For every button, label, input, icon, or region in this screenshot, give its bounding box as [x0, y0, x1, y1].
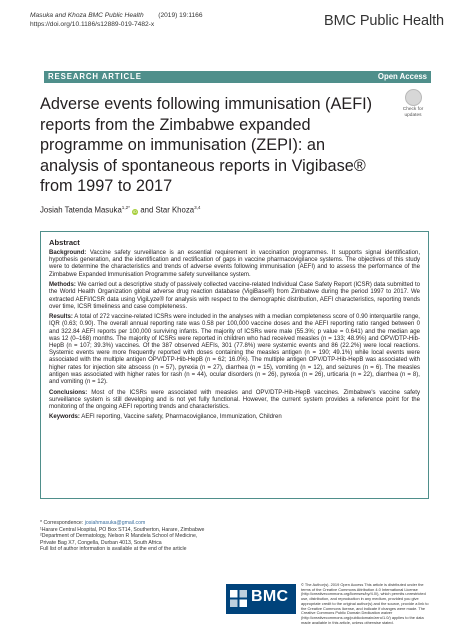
correspondence-email[interactable]: josiahmasuka@gmail.com: [84, 520, 146, 526]
citation-ref: (2019) 19:1166: [158, 12, 203, 19]
author-list: [40, 205, 200, 215]
running-header: [30, 12, 203, 29]
check-for-updates-badge[interactable]: [396, 89, 430, 119]
check-updates-icon: [405, 89, 422, 106]
bmc-logo-text: BMC: [251, 588, 289, 605]
open-access-label: Open Access: [377, 72, 427, 81]
author-name: Star Khoza: [155, 205, 195, 215]
affiliation-2: ²Department of Dermatology, Nelson R Mandela School of Medicine, Private Bag X7, Congella, Durban 4013, South Africa: [40, 533, 198, 546]
journal-name: BMC Public Health: [324, 13, 444, 29]
section-text: AEFI reporting, Vaccine safety, Pharmacovigilance, Immunization, Children: [81, 414, 282, 421]
bmc-logo: [226, 584, 296, 614]
badge-line-2: updates: [404, 112, 422, 118]
author-conjunction: and: [140, 205, 154, 215]
license-text: © The Author(s). 2019 Open Access This article is distributed under the terms of the Creative Commons Attribution 4.0 International License (http://creativecommons.org/licenses/by/4.0/), which permits unrestricted use, distribution, and reproduction in any medium, provided you give appropriate credit to the original author(s) and the source, provide a link to the Creative Commons license, and indicate if changes were made. The Creative Commons Public Domain Dedication waiver (http://creativecommons.org/publicdomain/zero/1.0/) applies to the data made available in this article, unless otherwise stated.: [301, 582, 429, 625]
section-text: We carried out a descriptive study of passively collected vaccine-related Individual Case Safety Report (ICSR) data submitted to the World Health Organization global adverse drug reaction database (VigiBase®) from Zimbabwe during the period 1997 to 2017. We extracted AEFI/ICSR data using VigiLyze® for analysis with respect to the demographic distribution, AEFI characteristics, reporting trends over time, ICSR timeliness and case completeness.: [49, 282, 420, 310]
article-type-banner: [44, 71, 431, 83]
section-text: Vaccine safety surveillance is an essential requirement in vaccination programmes. It supports signal identification, hypothesis generation, and the identification and rectification of gaps in vaccine pharmacovigilance systems. The objectives of this study were to determine the characteristics and trends of adverse events following immunisation (AEFI) and to assess the performance of the Zimbabwe Expanded Immunisation Programme safety surveillance system.: [49, 250, 420, 278]
author-affiliation-sup: 1,2*: [121, 205, 130, 210]
section-text: Most of the ICSRs were associated with measles and OPV/DTP-Hib-HepB vaccines. Zimbabwe's vaccine safety surveillance system is still developing and is not yet fully functional. However, the current system provides a reference point for the monitoring of the ongoing AEFI reporting trends and characteristics.: [49, 389, 420, 410]
abstract-background: [49, 250, 420, 279]
abstract-methods: [49, 282, 420, 311]
article-title: Adverse events following immunisation (AEFI) reports from the Zimbabwe expanded programme on immunisation (ZEPI): an analysis of spontaneous reports in Vigibase® from 1997 to 2017: [40, 95, 373, 195]
abstract-heading: Abstract: [49, 238, 80, 247]
abstract-body: [49, 250, 420, 425]
author-info-note: Full list of author information is available at the end of the article: [40, 546, 187, 552]
footnotes: [40, 520, 210, 553]
section-text: A total of 272 vaccine-related ICSRs were included in the analyses with a median completeness score of 0.90 interquartile range, IQR (0.63; 0.90). The overall annual reporting rate was 0.58 per 100,000 vaccine doses and the AEFI reporting ratio ranged between 0 and 322.84 AEFI reports per 100,000 surviving infants. The majority of ICSRs were male (55.3%; p value = 0.641) and the median age was 12 (0–168) months. The majority of ICSRs were reported in children who had received measles (n = 133; 48.9%) and OPV/DTP-Hib-HepB (n = 107; 39.3%) vaccines. Of the 387 observed AEFIs, 301 (77.8%) were systemic events and 86 (22.2%) were local reactions. Systemic events were more frequently reported with doses containing the measles antigen (n = 190; 49.1%) while local events were associated with the multiple antigen OPV/DTP-Hib-HepB (n = 62; 16.0%). The multiple antigen OPV/DTP-Hib-HepB was associated with higher rates for injection site abscess (n = 57), pyrexia (n = 27), diarrhea (n = 15), vomiting (n = 12), and seizures (n = 6). The measles antigen was associated with higher rates for rash (n = 44), ocular disorders (n = 26), pyrexia (n = 26), urticaria (n = 22), diarrhea (n = 8), and vomiting (n = 12).: [49, 314, 420, 386]
abstract-conclusions: [49, 390, 420, 412]
section-label: Conclusions:: [49, 389, 88, 396]
abstract-keywords: [49, 414, 420, 421]
author-affiliation-sup: 3,4: [194, 205, 201, 210]
section-label: Methods:: [49, 282, 76, 289]
author-name: Josiah Tatenda Masuka: [40, 205, 122, 215]
doi-link[interactable]: https://doi.org/10.1186/s12889-019-7482-x: [30, 20, 155, 28]
section-label: Keywords:: [49, 414, 80, 421]
section-label: Background:: [49, 250, 87, 256]
correspondence-label: * Correspondence:: [40, 520, 84, 526]
badge-line-1: Check for: [402, 107, 424, 112]
affiliation-1: ¹Harare Central Hospital, PO Box ST14, Southerton, Harare, Zimbabwe: [40, 526, 205, 533]
section-label: Results:: [49, 314, 73, 321]
bmc-logo-icon: [230, 590, 247, 607]
abstract-results: [49, 314, 420, 386]
citation-line: Masuka and Khoza BMC Public Health: [30, 12, 144, 19]
orcid-icon[interactable]: iD: [133, 209, 138, 215]
article-type-label: RESEARCH ARTICLE: [48, 72, 142, 81]
